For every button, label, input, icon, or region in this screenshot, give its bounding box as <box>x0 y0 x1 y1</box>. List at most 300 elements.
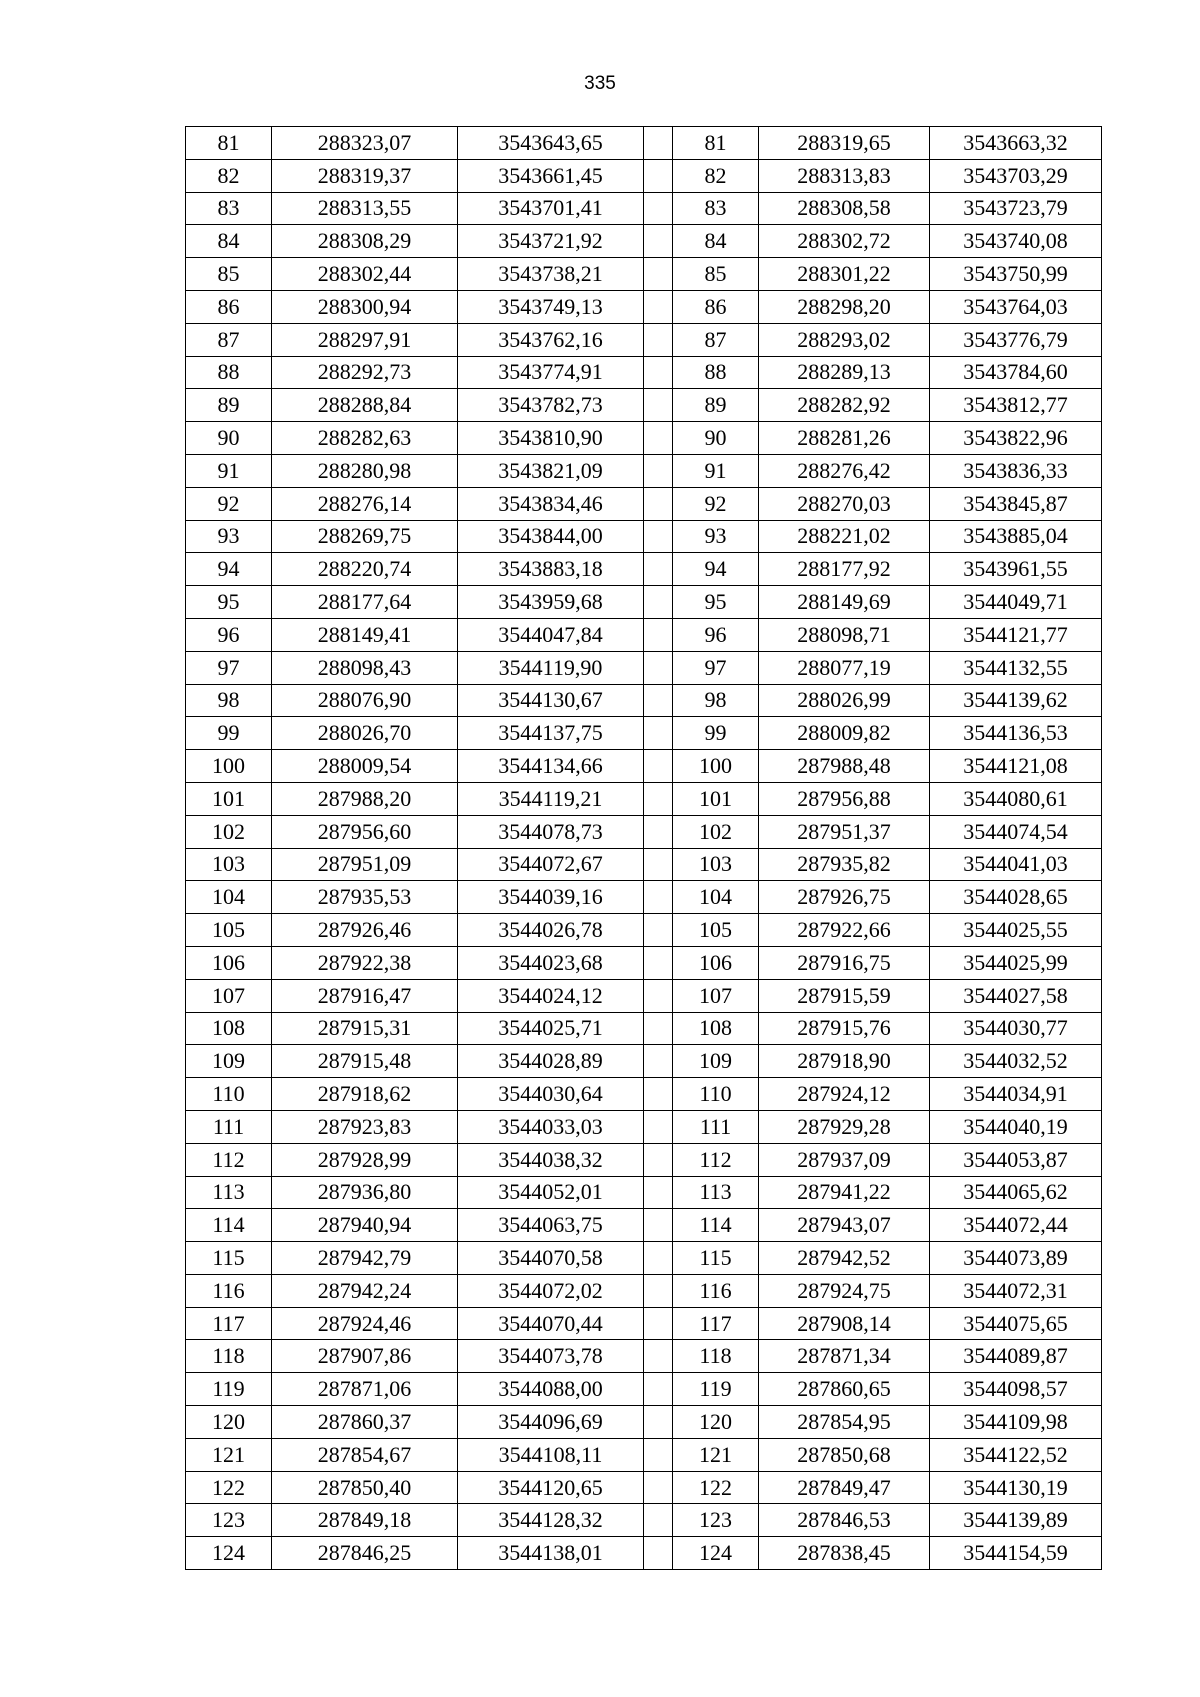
right-x-coordinate-cell: 288149,69 <box>759 586 930 619</box>
right-y-coordinate-cell: 3544121,08 <box>930 750 1102 783</box>
left-y-coordinate-cell: 3543883,18 <box>458 553 644 586</box>
separator-cell <box>644 192 673 225</box>
right-point-number-cell: 113 <box>673 1176 759 1209</box>
page-number: 335 <box>584 73 616 94</box>
right-x-coordinate-cell: 287943,07 <box>759 1209 930 1242</box>
right-point-number-cell: 122 <box>673 1471 759 1504</box>
left-point-number-cell: 90 <box>186 422 272 455</box>
table-row <box>186 127 1102 160</box>
table-row <box>186 520 1102 553</box>
left-point-number-cell: 114 <box>186 1209 272 1242</box>
right-point-number-cell: 104 <box>673 881 759 914</box>
right-x-coordinate-cell: 287916,75 <box>759 946 930 979</box>
table-row <box>186 356 1102 389</box>
left-x-coordinate-cell: 287928,99 <box>272 1143 458 1176</box>
left-x-coordinate-cell: 287926,46 <box>272 914 458 947</box>
table-row <box>186 1438 1102 1471</box>
table-row <box>186 946 1102 979</box>
right-x-coordinate-cell: 287929,28 <box>759 1110 930 1143</box>
left-point-number-cell: 119 <box>186 1373 272 1406</box>
right-y-coordinate-cell: 3544139,62 <box>930 684 1102 717</box>
left-y-coordinate-cell: 3544096,69 <box>458 1406 644 1439</box>
right-y-coordinate-cell: 3544080,61 <box>930 782 1102 815</box>
left-point-number-cell: 106 <box>186 946 272 979</box>
left-x-coordinate-cell: 288308,29 <box>272 225 458 258</box>
table-row <box>186 750 1102 783</box>
left-point-number-cell: 104 <box>186 881 272 914</box>
left-point-number-cell: 124 <box>186 1537 272 1570</box>
separator-cell <box>644 651 673 684</box>
left-point-number-cell: 121 <box>186 1438 272 1471</box>
left-point-number-cell: 91 <box>186 454 272 487</box>
table-row <box>186 1504 1102 1537</box>
right-x-coordinate-cell: 287854,95 <box>759 1406 930 1439</box>
right-x-coordinate-cell: 288282,92 <box>759 389 930 422</box>
separator-cell <box>644 1045 673 1078</box>
right-y-coordinate-cell: 3544075,65 <box>930 1307 1102 1340</box>
separator-cell <box>644 1471 673 1504</box>
separator-cell <box>644 290 673 323</box>
left-x-coordinate-cell: 288177,64 <box>272 586 458 619</box>
right-y-coordinate-cell: 3543764,03 <box>930 290 1102 323</box>
right-y-coordinate-cell: 3544065,62 <box>930 1176 1102 1209</box>
left-point-number-cell: 109 <box>186 1045 272 1078</box>
right-y-coordinate-cell: 3543822,96 <box>930 422 1102 455</box>
left-point-number-cell: 110 <box>186 1078 272 1111</box>
coordinates-table <box>185 126 1102 1570</box>
coordinates-table-body <box>186 127 1102 1570</box>
left-y-coordinate-cell: 3544072,02 <box>458 1274 644 1307</box>
right-y-coordinate-cell: 3543812,77 <box>930 389 1102 422</box>
right-y-coordinate-cell: 3544030,77 <box>930 1012 1102 1045</box>
left-y-coordinate-cell: 3543774,91 <box>458 356 644 389</box>
right-y-coordinate-cell: 3544072,31 <box>930 1274 1102 1307</box>
right-y-coordinate-cell: 3544041,03 <box>930 848 1102 881</box>
right-x-coordinate-cell: 287956,88 <box>759 782 930 815</box>
left-x-coordinate-cell: 288323,07 <box>272 127 458 160</box>
left-x-coordinate-cell: 288302,44 <box>272 258 458 291</box>
right-x-coordinate-cell: 287918,90 <box>759 1045 930 1078</box>
right-x-coordinate-cell: 287942,52 <box>759 1242 930 1275</box>
separator-cell <box>644 1307 673 1340</box>
left-y-coordinate-cell: 3543782,73 <box>458 389 644 422</box>
right-y-coordinate-cell: 3544032,52 <box>930 1045 1102 1078</box>
right-point-number-cell: 84 <box>673 225 759 258</box>
left-y-coordinate-cell: 3544138,01 <box>458 1537 644 1570</box>
table-row <box>186 159 1102 192</box>
left-y-coordinate-cell: 3544026,78 <box>458 914 644 947</box>
left-point-number-cell: 96 <box>186 618 272 651</box>
right-x-coordinate-cell: 288009,82 <box>759 717 930 750</box>
right-y-coordinate-cell: 3544028,65 <box>930 881 1102 914</box>
right-x-coordinate-cell: 288276,42 <box>759 454 930 487</box>
table-row <box>186 1176 1102 1209</box>
right-point-number-cell: 102 <box>673 815 759 848</box>
left-point-number-cell: 105 <box>186 914 272 947</box>
table-row <box>186 1307 1102 1340</box>
left-x-coordinate-cell: 287956,60 <box>272 815 458 848</box>
right-point-number-cell: 123 <box>673 1504 759 1537</box>
right-x-coordinate-cell: 287849,47 <box>759 1471 930 1504</box>
left-y-coordinate-cell: 3543661,45 <box>458 159 644 192</box>
left-y-coordinate-cell: 3544070,44 <box>458 1307 644 1340</box>
left-x-coordinate-cell: 287915,31 <box>272 1012 458 1045</box>
separator-cell <box>644 881 673 914</box>
left-y-coordinate-cell: 3544047,84 <box>458 618 644 651</box>
table-row <box>186 454 1102 487</box>
right-y-coordinate-cell: 3544034,91 <box>930 1078 1102 1111</box>
right-point-number-cell: 82 <box>673 159 759 192</box>
left-point-number-cell: 107 <box>186 979 272 1012</box>
table-row <box>186 684 1102 717</box>
left-x-coordinate-cell: 288269,75 <box>272 520 458 553</box>
separator-cell <box>644 454 673 487</box>
left-y-coordinate-cell: 3544128,32 <box>458 1504 644 1537</box>
separator-cell <box>644 1012 673 1045</box>
right-point-number-cell: 110 <box>673 1078 759 1111</box>
right-x-coordinate-cell: 287838,45 <box>759 1537 930 1570</box>
left-point-number-cell: 87 <box>186 323 272 356</box>
left-point-number-cell: 88 <box>186 356 272 389</box>
left-x-coordinate-cell: 287924,46 <box>272 1307 458 1340</box>
left-y-coordinate-cell: 3544078,73 <box>458 815 644 848</box>
left-x-coordinate-cell: 287942,79 <box>272 1242 458 1275</box>
right-x-coordinate-cell: 287924,12 <box>759 1078 930 1111</box>
right-x-coordinate-cell: 287908,14 <box>759 1307 930 1340</box>
left-x-coordinate-cell: 287951,09 <box>272 848 458 881</box>
right-x-coordinate-cell: 288319,65 <box>759 127 930 160</box>
right-point-number-cell: 107 <box>673 979 759 1012</box>
left-x-coordinate-cell: 288220,74 <box>272 553 458 586</box>
left-y-coordinate-cell: 3544134,66 <box>458 750 644 783</box>
left-x-coordinate-cell: 288297,91 <box>272 323 458 356</box>
table-row <box>186 323 1102 356</box>
left-x-coordinate-cell: 287907,86 <box>272 1340 458 1373</box>
table-row <box>186 225 1102 258</box>
left-x-coordinate-cell: 288280,98 <box>272 454 458 487</box>
right-x-coordinate-cell: 287988,48 <box>759 750 930 783</box>
left-point-number-cell: 112 <box>186 1143 272 1176</box>
left-x-coordinate-cell: 287940,94 <box>272 1209 458 1242</box>
left-y-coordinate-cell: 3544119,90 <box>458 651 644 684</box>
right-x-coordinate-cell: 288308,58 <box>759 192 930 225</box>
separator-cell <box>644 258 673 291</box>
table-row <box>186 1078 1102 1111</box>
left-y-coordinate-cell: 3544120,65 <box>458 1471 644 1504</box>
table-row <box>186 815 1102 848</box>
right-y-coordinate-cell: 3544154,59 <box>930 1537 1102 1570</box>
right-point-number-cell: 116 <box>673 1274 759 1307</box>
right-x-coordinate-cell: 287935,82 <box>759 848 930 881</box>
right-point-number-cell: 103 <box>673 848 759 881</box>
separator-cell <box>644 1209 673 1242</box>
left-x-coordinate-cell: 287860,37 <box>272 1406 458 1439</box>
separator-cell <box>644 356 673 389</box>
separator-cell <box>644 1110 673 1143</box>
left-point-number-cell: 83 <box>186 192 272 225</box>
table-row <box>186 1143 1102 1176</box>
left-y-coordinate-cell: 3543959,68 <box>458 586 644 619</box>
right-point-number-cell: 93 <box>673 520 759 553</box>
separator-cell <box>644 553 673 586</box>
right-point-number-cell: 108 <box>673 1012 759 1045</box>
left-y-coordinate-cell: 3543834,46 <box>458 487 644 520</box>
right-point-number-cell: 120 <box>673 1406 759 1439</box>
left-x-coordinate-cell: 288313,55 <box>272 192 458 225</box>
left-y-coordinate-cell: 3544039,16 <box>458 881 644 914</box>
table-row <box>186 1274 1102 1307</box>
right-y-coordinate-cell: 3543776,79 <box>930 323 1102 356</box>
table-row <box>186 1340 1102 1373</box>
left-x-coordinate-cell: 287936,80 <box>272 1176 458 1209</box>
right-y-coordinate-cell: 3543740,08 <box>930 225 1102 258</box>
left-point-number-cell: 101 <box>186 782 272 815</box>
right-point-number-cell: 117 <box>673 1307 759 1340</box>
left-point-number-cell: 98 <box>186 684 272 717</box>
right-point-number-cell: 112 <box>673 1143 759 1176</box>
left-y-coordinate-cell: 3543701,41 <box>458 192 644 225</box>
left-point-number-cell: 108 <box>186 1012 272 1045</box>
right-y-coordinate-cell: 3544040,19 <box>930 1110 1102 1143</box>
left-y-coordinate-cell: 3544130,67 <box>458 684 644 717</box>
right-point-number-cell: 106 <box>673 946 759 979</box>
left-x-coordinate-cell: 287922,38 <box>272 946 458 979</box>
left-x-coordinate-cell: 288026,70 <box>272 717 458 750</box>
right-point-number-cell: 99 <box>673 717 759 750</box>
table-row <box>186 487 1102 520</box>
right-x-coordinate-cell: 287951,37 <box>759 815 930 848</box>
left-y-coordinate-cell: 3543810,90 <box>458 422 644 455</box>
separator-cell <box>644 422 673 455</box>
separator-cell <box>644 1340 673 1373</box>
left-point-number-cell: 111 <box>186 1110 272 1143</box>
right-y-coordinate-cell: 3544098,57 <box>930 1373 1102 1406</box>
right-point-number-cell: 115 <box>673 1242 759 1275</box>
left-x-coordinate-cell: 287854,67 <box>272 1438 458 1471</box>
right-y-coordinate-cell: 3544130,19 <box>930 1471 1102 1504</box>
right-y-coordinate-cell: 3544139,89 <box>930 1504 1102 1537</box>
left-y-coordinate-cell: 3544070,58 <box>458 1242 644 1275</box>
left-y-coordinate-cell: 3543643,65 <box>458 127 644 160</box>
right-x-coordinate-cell: 287937,09 <box>759 1143 930 1176</box>
separator-cell <box>644 225 673 258</box>
table-row <box>186 1406 1102 1439</box>
left-x-coordinate-cell: 288292,73 <box>272 356 458 389</box>
separator-cell <box>644 1274 673 1307</box>
right-y-coordinate-cell: 3543723,79 <box>930 192 1102 225</box>
right-y-coordinate-cell: 3543784,60 <box>930 356 1102 389</box>
separator-cell <box>644 815 673 848</box>
right-point-number-cell: 94 <box>673 553 759 586</box>
left-point-number-cell: 116 <box>186 1274 272 1307</box>
right-y-coordinate-cell: 3543750,99 <box>930 258 1102 291</box>
left-x-coordinate-cell: 287935,53 <box>272 881 458 914</box>
table-row <box>186 1209 1102 1242</box>
left-x-coordinate-cell: 287849,18 <box>272 1504 458 1537</box>
table-row <box>186 1012 1102 1045</box>
right-y-coordinate-cell: 3543961,55 <box>930 553 1102 586</box>
separator-cell <box>644 159 673 192</box>
right-point-number-cell: 85 <box>673 258 759 291</box>
right-x-coordinate-cell: 287915,76 <box>759 1012 930 1045</box>
left-y-coordinate-cell: 3543738,21 <box>458 258 644 291</box>
right-point-number-cell: 81 <box>673 127 759 160</box>
left-y-coordinate-cell: 3544137,75 <box>458 717 644 750</box>
right-point-number-cell: 86 <box>673 290 759 323</box>
left-x-coordinate-cell: 288098,43 <box>272 651 458 684</box>
table-row <box>186 651 1102 684</box>
right-x-coordinate-cell: 287871,34 <box>759 1340 930 1373</box>
separator-cell <box>644 717 673 750</box>
left-point-number-cell: 123 <box>186 1504 272 1537</box>
left-point-number-cell: 81 <box>186 127 272 160</box>
left-x-coordinate-cell: 288282,63 <box>272 422 458 455</box>
left-x-coordinate-cell: 287923,83 <box>272 1110 458 1143</box>
left-y-coordinate-cell: 3544033,03 <box>458 1110 644 1143</box>
separator-cell <box>644 848 673 881</box>
right-x-coordinate-cell: 287915,59 <box>759 979 930 1012</box>
separator-cell <box>644 1176 673 1209</box>
table-row <box>186 1242 1102 1275</box>
left-x-coordinate-cell: 288288,84 <box>272 389 458 422</box>
table-row <box>186 553 1102 586</box>
left-x-coordinate-cell: 288076,90 <box>272 684 458 717</box>
right-point-number-cell: 114 <box>673 1209 759 1242</box>
left-point-number-cell: 85 <box>186 258 272 291</box>
left-x-coordinate-cell: 288149,41 <box>272 618 458 651</box>
table-row <box>186 290 1102 323</box>
left-point-number-cell: 86 <box>186 290 272 323</box>
separator-cell <box>644 487 673 520</box>
left-x-coordinate-cell: 287916,47 <box>272 979 458 1012</box>
left-y-coordinate-cell: 3544088,00 <box>458 1373 644 1406</box>
table-row <box>186 1537 1102 1570</box>
right-x-coordinate-cell: 288302,72 <box>759 225 930 258</box>
right-x-coordinate-cell: 288077,19 <box>759 651 930 684</box>
left-y-coordinate-cell: 3544108,11 <box>458 1438 644 1471</box>
separator-cell <box>644 586 673 619</box>
right-x-coordinate-cell: 288293,02 <box>759 323 930 356</box>
right-point-number-cell: 95 <box>673 586 759 619</box>
right-point-number-cell: 124 <box>673 1537 759 1570</box>
left-y-coordinate-cell: 3543762,16 <box>458 323 644 356</box>
right-point-number-cell: 88 <box>673 356 759 389</box>
right-y-coordinate-cell: 3544122,52 <box>930 1438 1102 1471</box>
table-row <box>186 979 1102 1012</box>
right-point-number-cell: 98 <box>673 684 759 717</box>
right-y-coordinate-cell: 3544073,89 <box>930 1242 1102 1275</box>
right-x-coordinate-cell: 287926,75 <box>759 881 930 914</box>
right-x-coordinate-cell: 287860,65 <box>759 1373 930 1406</box>
left-y-coordinate-cell: 3544119,21 <box>458 782 644 815</box>
left-y-coordinate-cell: 3543749,13 <box>458 290 644 323</box>
left-x-coordinate-cell: 287988,20 <box>272 782 458 815</box>
right-x-coordinate-cell: 288298,20 <box>759 290 930 323</box>
right-y-coordinate-cell: 3543836,33 <box>930 454 1102 487</box>
left-x-coordinate-cell: 287846,25 <box>272 1537 458 1570</box>
separator-cell <box>644 946 673 979</box>
separator-cell <box>644 684 673 717</box>
left-point-number-cell: 100 <box>186 750 272 783</box>
table-row <box>186 192 1102 225</box>
right-point-number-cell: 97 <box>673 651 759 684</box>
separator-cell <box>644 618 673 651</box>
right-y-coordinate-cell: 3543663,32 <box>930 127 1102 160</box>
right-point-number-cell: 92 <box>673 487 759 520</box>
right-point-number-cell: 111 <box>673 1110 759 1143</box>
right-x-coordinate-cell: 287941,22 <box>759 1176 930 1209</box>
left-point-number-cell: 92 <box>186 487 272 520</box>
table-row <box>186 914 1102 947</box>
left-y-coordinate-cell: 3544052,01 <box>458 1176 644 1209</box>
left-point-number-cell: 102 <box>186 815 272 848</box>
left-y-coordinate-cell: 3544024,12 <box>458 979 644 1012</box>
separator-cell <box>644 979 673 1012</box>
left-y-coordinate-cell: 3544025,71 <box>458 1012 644 1045</box>
separator-cell <box>644 1406 673 1439</box>
right-point-number-cell: 105 <box>673 914 759 947</box>
separator-cell <box>644 1438 673 1471</box>
left-point-number-cell: 94 <box>186 553 272 586</box>
left-y-coordinate-cell: 3543821,09 <box>458 454 644 487</box>
left-x-coordinate-cell: 287918,62 <box>272 1078 458 1111</box>
left-point-number-cell: 120 <box>186 1406 272 1439</box>
left-y-coordinate-cell: 3544030,64 <box>458 1078 644 1111</box>
right-point-number-cell: 101 <box>673 782 759 815</box>
right-y-coordinate-cell: 3544027,58 <box>930 979 1102 1012</box>
table-row <box>186 881 1102 914</box>
right-x-coordinate-cell: 288098,71 <box>759 618 930 651</box>
right-x-coordinate-cell: 288270,03 <box>759 487 930 520</box>
left-point-number-cell: 99 <box>186 717 272 750</box>
left-x-coordinate-cell: 287871,06 <box>272 1373 458 1406</box>
right-point-number-cell: 83 <box>673 192 759 225</box>
right-x-coordinate-cell: 288221,02 <box>759 520 930 553</box>
separator-cell <box>644 1078 673 1111</box>
left-point-number-cell: 82 <box>186 159 272 192</box>
separator-cell <box>644 1373 673 1406</box>
right-x-coordinate-cell: 288177,92 <box>759 553 930 586</box>
left-y-coordinate-cell: 3544072,67 <box>458 848 644 881</box>
separator-cell <box>644 127 673 160</box>
right-y-coordinate-cell: 3544074,54 <box>930 815 1102 848</box>
table-row <box>186 389 1102 422</box>
right-y-coordinate-cell: 3544025,55 <box>930 914 1102 947</box>
right-y-coordinate-cell: 3544049,71 <box>930 586 1102 619</box>
table-row <box>186 1045 1102 1078</box>
separator-cell <box>644 1504 673 1537</box>
right-y-coordinate-cell: 3544121,77 <box>930 618 1102 651</box>
left-point-number-cell: 95 <box>186 586 272 619</box>
left-y-coordinate-cell: 3544038,32 <box>458 1143 644 1176</box>
left-x-coordinate-cell: 287915,48 <box>272 1045 458 1078</box>
table-row <box>186 1373 1102 1406</box>
separator-cell <box>644 750 673 783</box>
left-point-number-cell: 118 <box>186 1340 272 1373</box>
right-y-coordinate-cell: 3544089,87 <box>930 1340 1102 1373</box>
left-point-number-cell: 122 <box>186 1471 272 1504</box>
right-x-coordinate-cell: 287846,53 <box>759 1504 930 1537</box>
right-y-coordinate-cell: 3544072,44 <box>930 1209 1102 1242</box>
table-row <box>186 618 1102 651</box>
separator-cell <box>644 389 673 422</box>
left-y-coordinate-cell: 3543721,92 <box>458 225 644 258</box>
right-point-number-cell: 91 <box>673 454 759 487</box>
right-x-coordinate-cell: 288026,99 <box>759 684 930 717</box>
left-y-coordinate-cell: 3544073,78 <box>458 1340 644 1373</box>
right-point-number-cell: 96 <box>673 618 759 651</box>
right-x-coordinate-cell: 288313,83 <box>759 159 930 192</box>
